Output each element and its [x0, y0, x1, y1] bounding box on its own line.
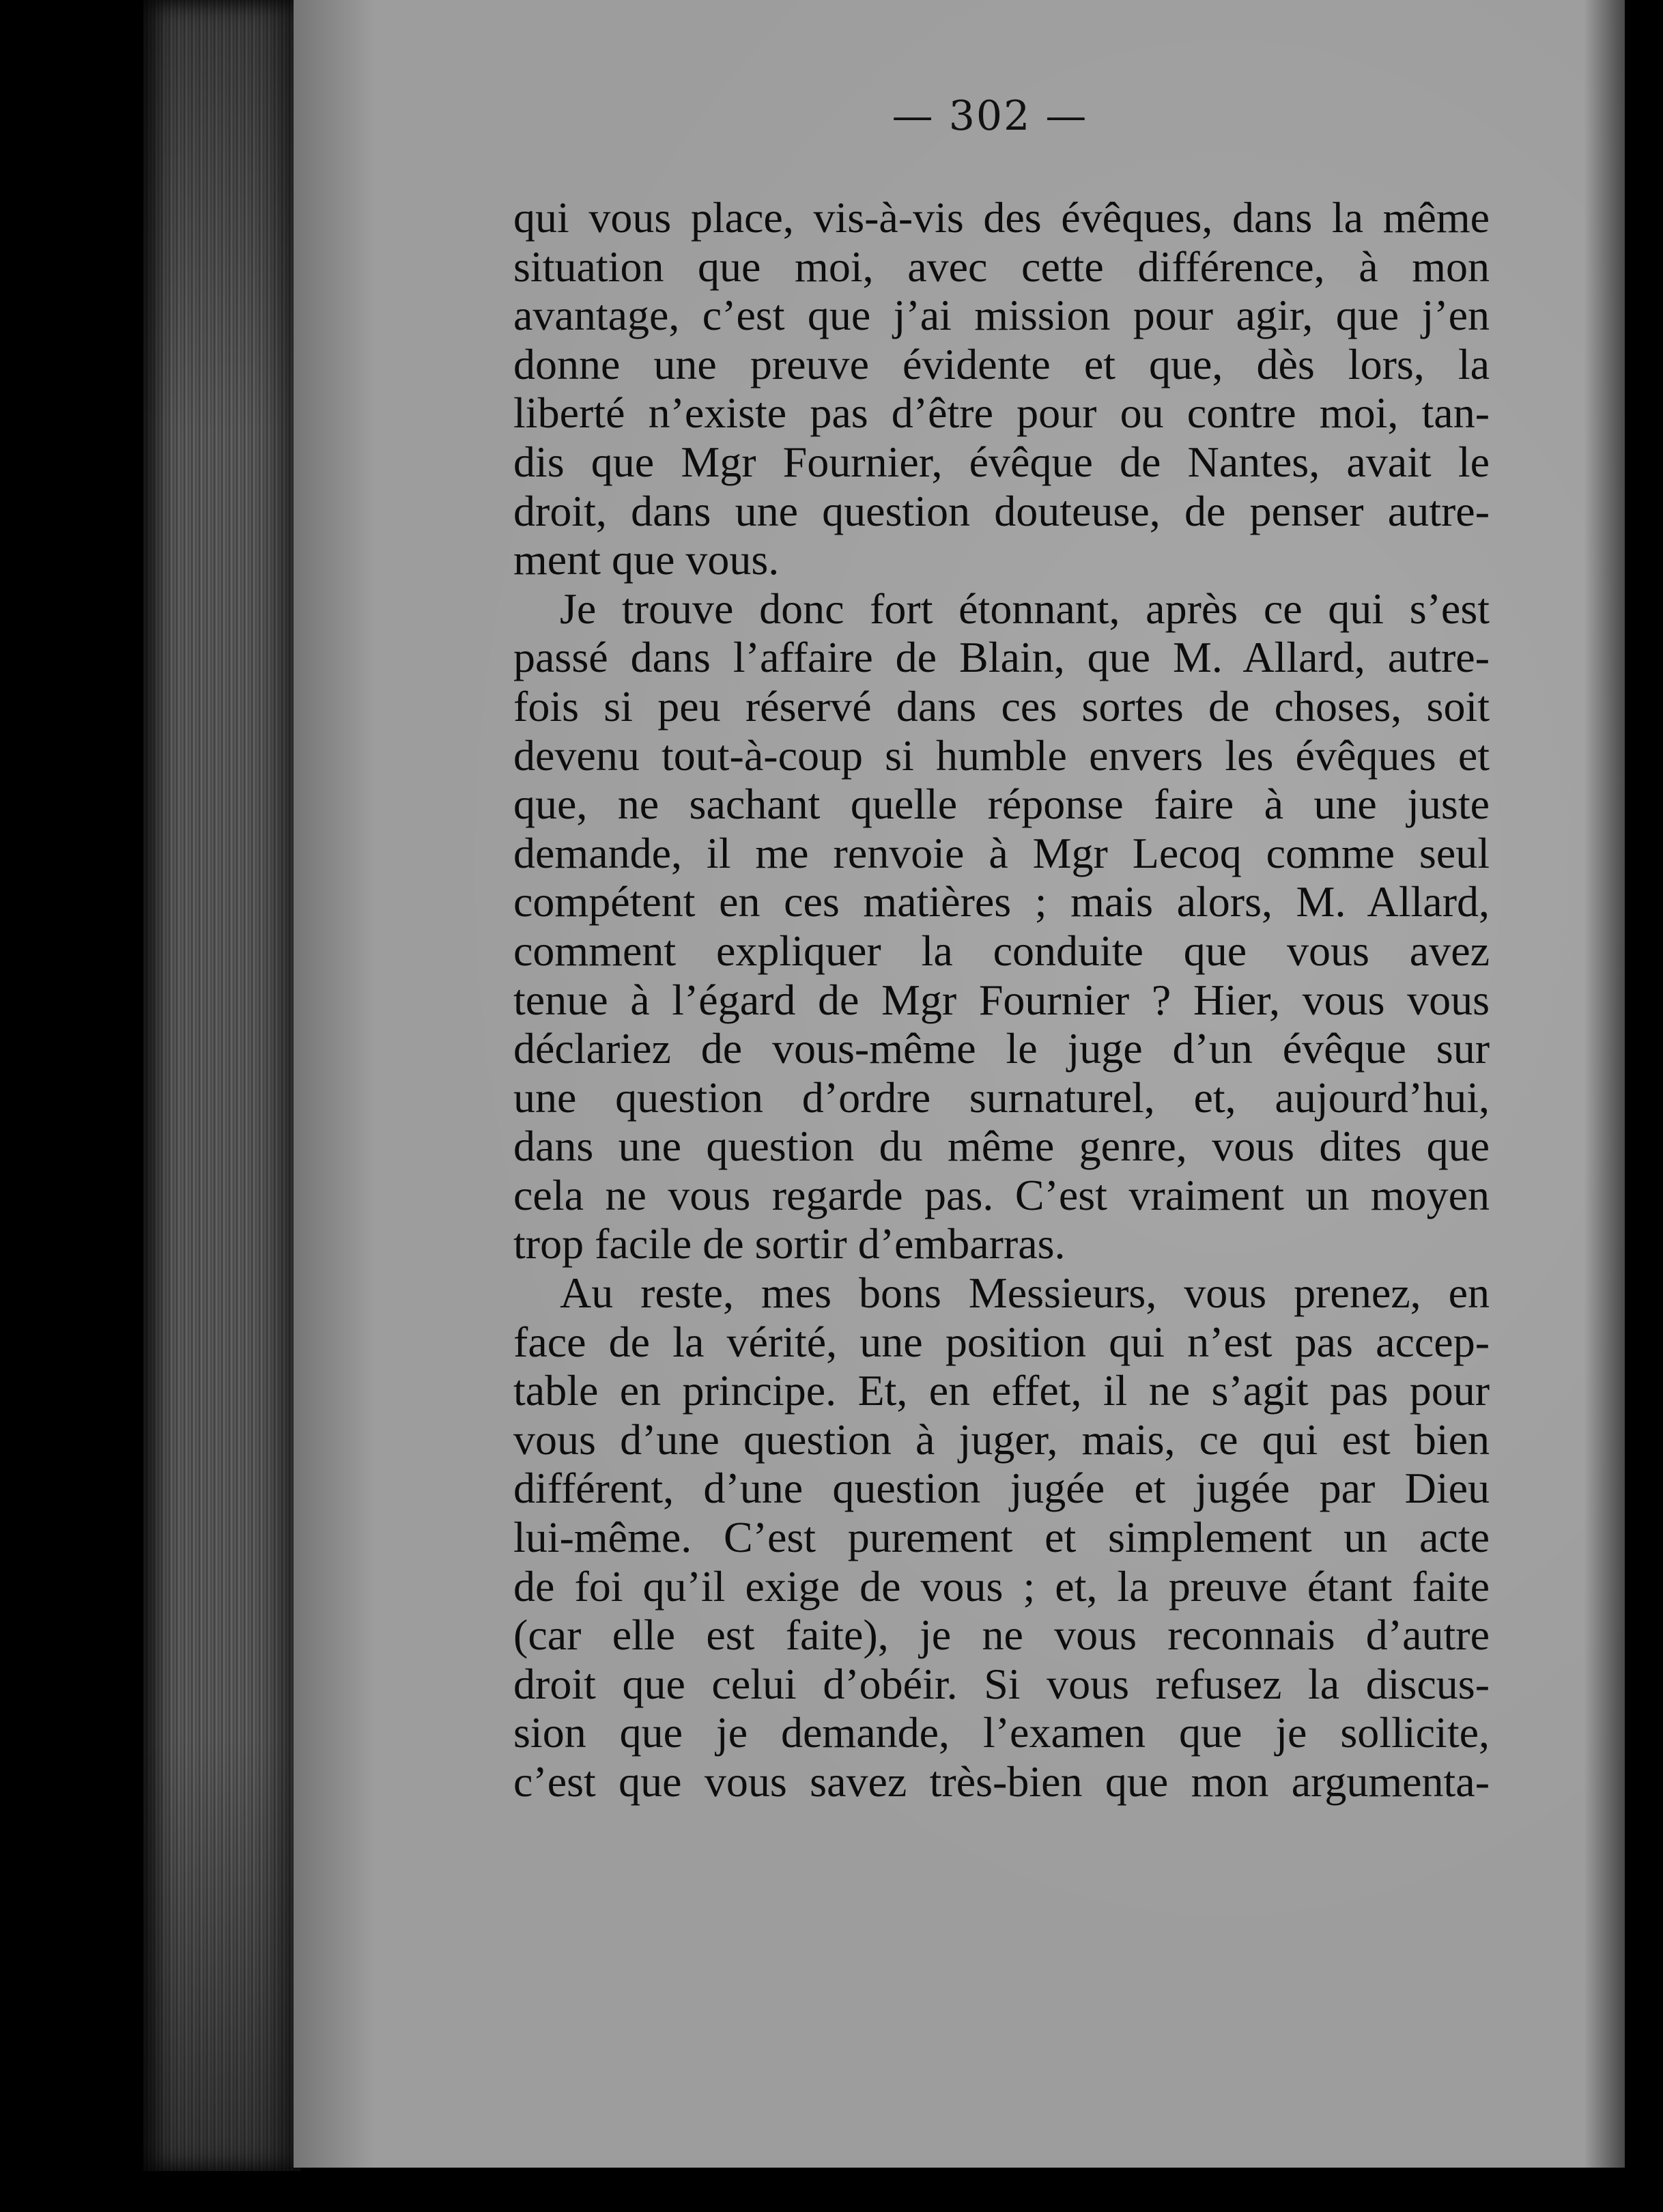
text-line: dis que Mgr Fournier, évêque de Nantes, avait le [513, 437, 1490, 486]
text-line: avantage, c’est que j’ai mission pour agir, que j’en [513, 291, 1490, 340]
text-line: vous d’une question à juger, mais, ce qui est bien [513, 1415, 1490, 1464]
text-line: droit que celui d’obéir. Si vous refusez la discus- [513, 1659, 1490, 1708]
text-line: qui vous place, vis-à-vis des évêques, dans la même [513, 193, 1490, 242]
body-text [513, 193, 1490, 1806]
text-line: devenu tout-à-coup si humble envers les évêques et [513, 731, 1490, 780]
text-line: (car elle est faite), je ne vous reconnais d’autre [513, 1611, 1490, 1660]
text-line: passé dans l’affaire de Blain, que M. Allard, autre- [513, 633, 1490, 682]
text-line: cela ne vous regarde pas. C’est vraiment un moyen [513, 1170, 1490, 1219]
gutter-shadow [1584, 0, 1625, 2168]
book-page-edges [143, 0, 300, 2171]
text-line: Au reste, mes bons Messieurs, vous prenez, en [560, 1268, 1490, 1318]
text-line: fois si peu réservé dans ces sortes de choses, soit [513, 681, 1490, 731]
text-line: ment que vous. [513, 535, 780, 584]
text-line: dans une question du même genre, vous dites que [513, 1122, 1490, 1171]
text-line: comment expliquer la conduite que vous avez [513, 926, 1490, 975]
text-line: c’est que vous savez très-bien que mon argumenta- [513, 1757, 1490, 1806]
text-line: face de la vérité, une position qui n’est pas accep- [513, 1317, 1490, 1366]
text-line: Je trouve donc fort étonnant, après ce qui s’est [560, 584, 1490, 633]
text-line: trop facile de sortir d’embarras. [513, 1219, 1066, 1268]
text-line: situation que moi, avec cette différence, à mon [513, 242, 1490, 291]
text-line: déclariez de vous-même le juge d’un évêque sur [513, 1024, 1490, 1073]
page-number: — 302 — [892, 92, 1088, 140]
text-line: que, ne sachant quelle réponse faire à une juste [513, 780, 1490, 829]
text-line: table en principe. Et, en effet, il ne s’agit pas pour [513, 1366, 1490, 1415]
text-line: sion que je demande, l’examen que je sollicite, [513, 1708, 1490, 1757]
text-line: une question d’ordre surnaturel, et, aujourd’hui, [513, 1073, 1490, 1122]
text-line: de foi qu’il exige de vous ; et, la preuve étant faite [513, 1561, 1490, 1611]
text-line: demande, il me renvoie à Mgr Lecoq comme seul [513, 828, 1490, 877]
text-line: liberté n’existe pas d’être pour ou contre moi, tan- [513, 388, 1490, 438]
text-line: compétent en ces matières ; mais alors, M. Allard, [513, 877, 1490, 926]
book-page [294, 0, 1625, 2168]
text-line: droit, dans une question douteuse, de penser autre- [513, 486, 1490, 535]
text-line: donne une preuve évidente et que, dès lors, la [513, 339, 1490, 388]
text-line: lui-même. C’est purement et simplement un acte [513, 1513, 1490, 1562]
text-line: tenue à l’égard de Mgr Fournier ? Hier, vous vous [513, 975, 1490, 1024]
text-line: différent, d’une question jugée et jugée par Dieu [513, 1464, 1490, 1513]
